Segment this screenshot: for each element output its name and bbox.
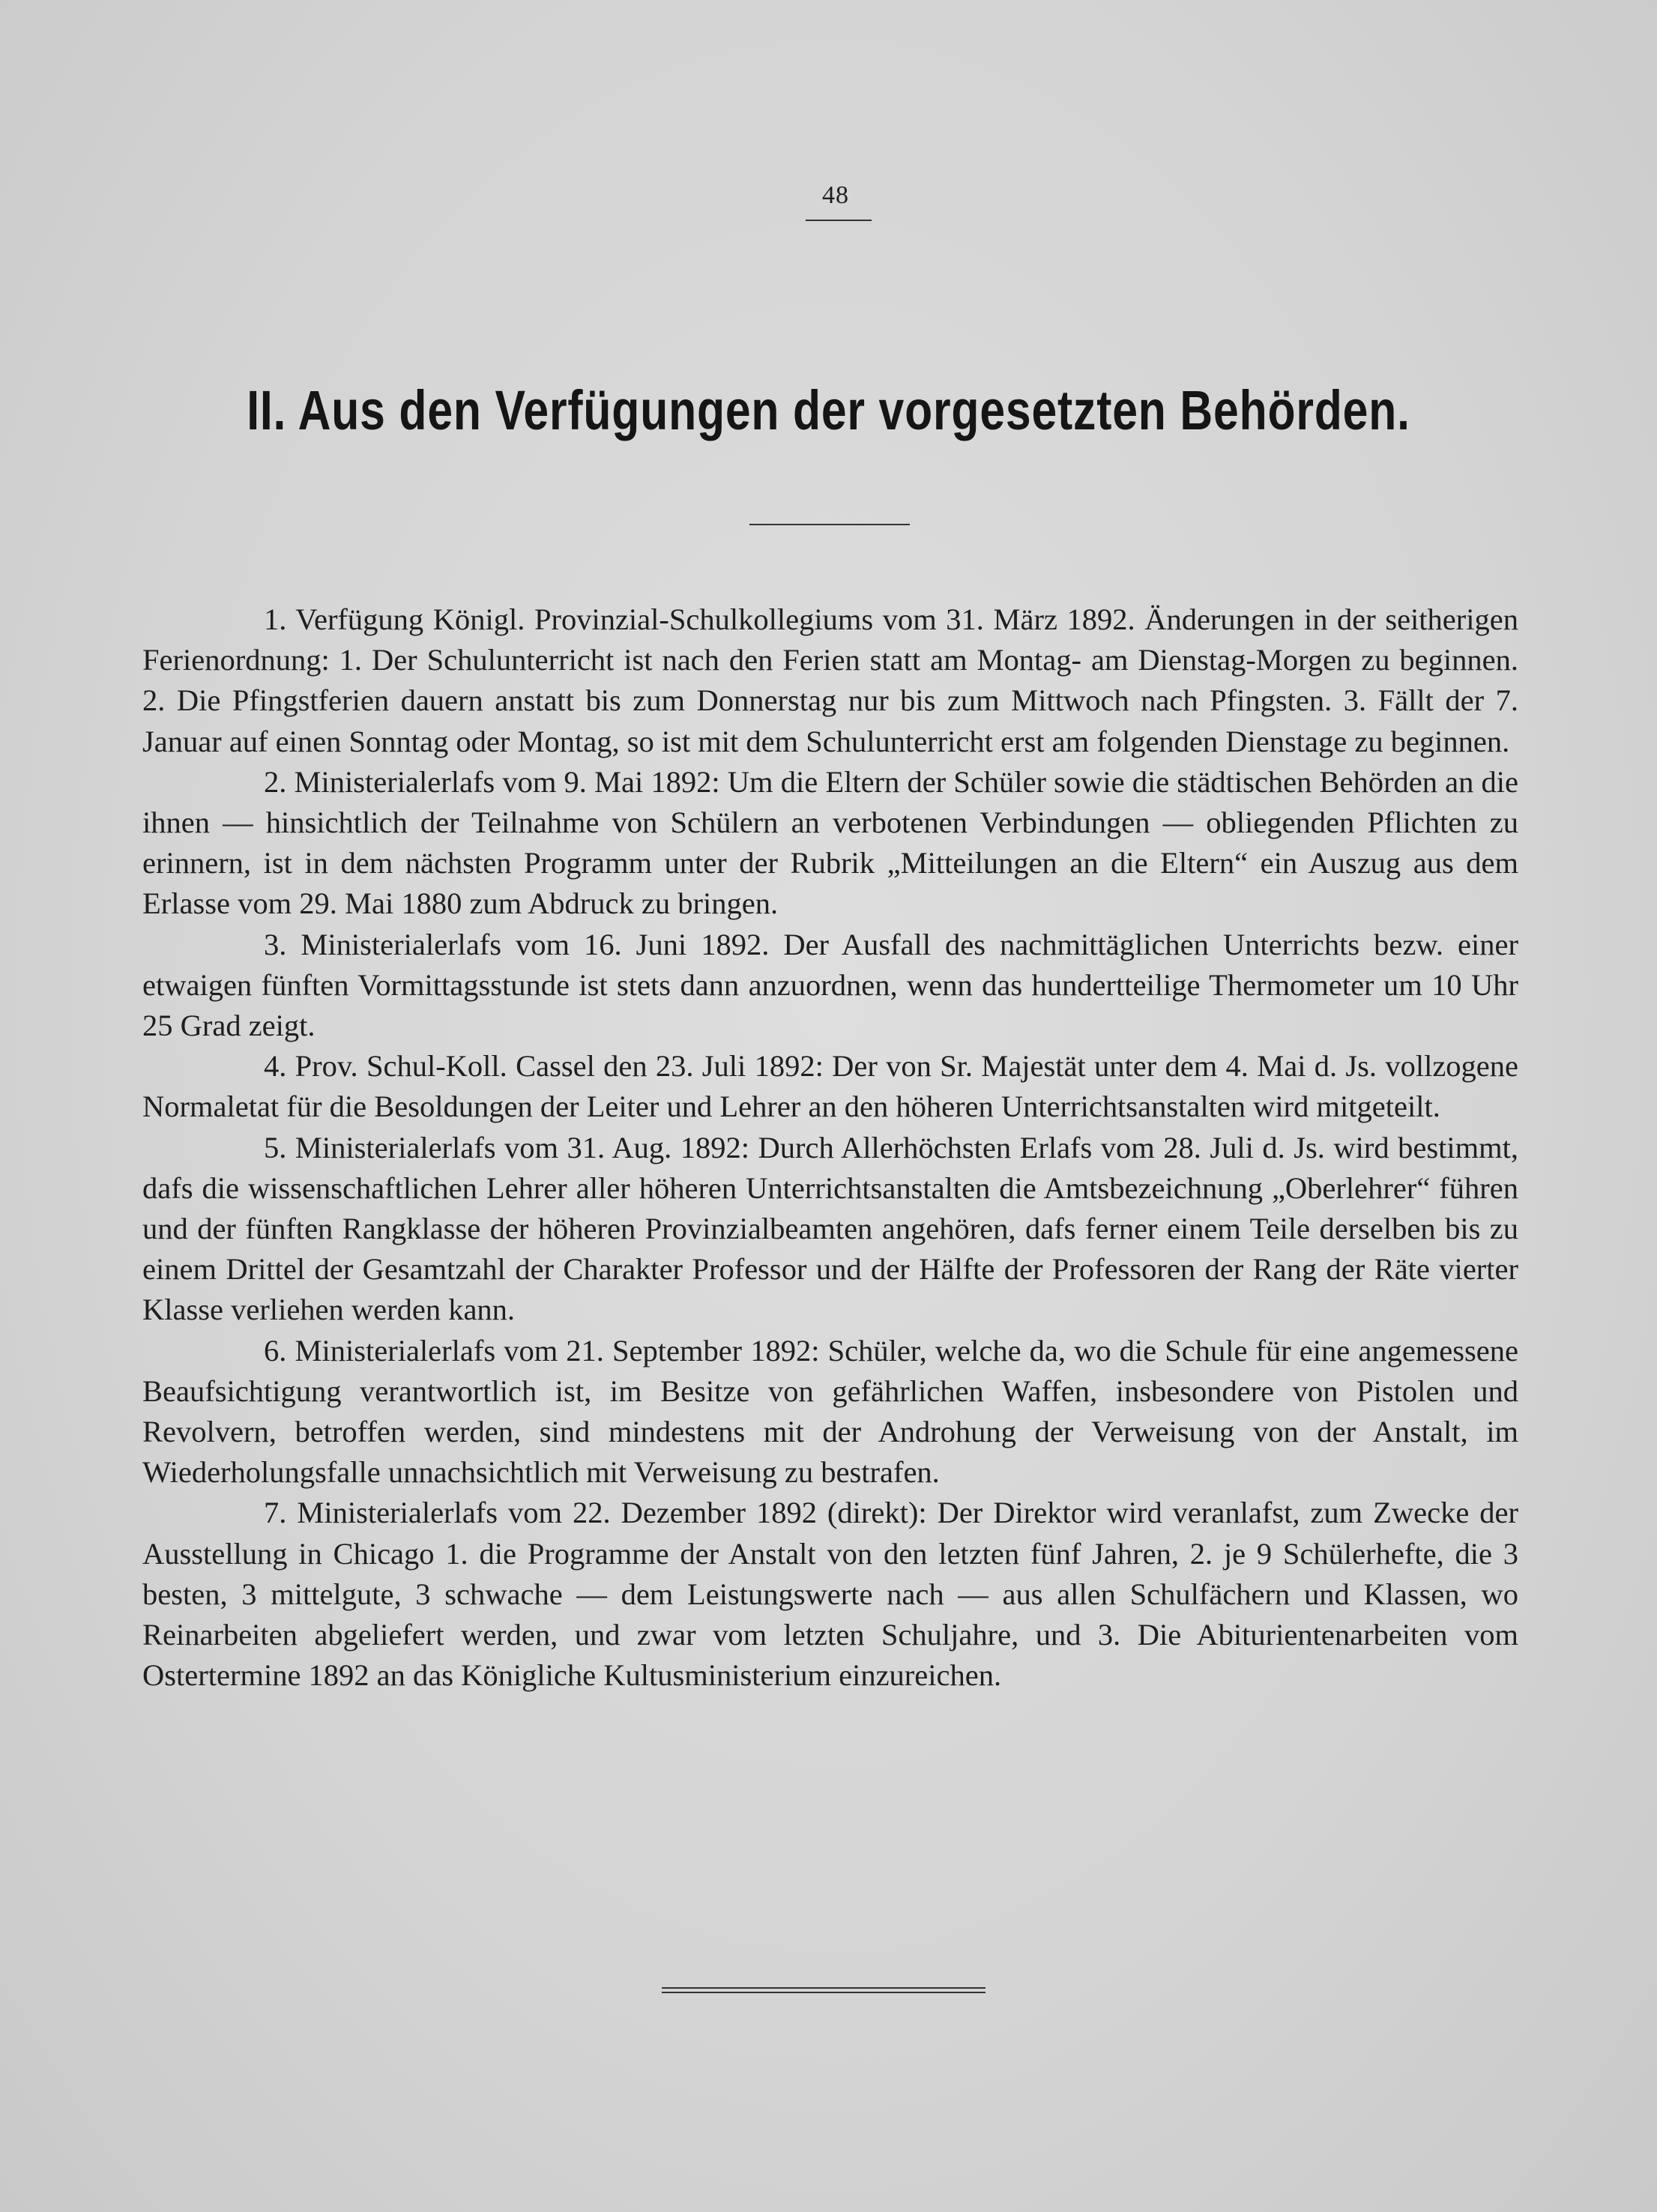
section-heading: II. Aus den Verfügungen der vorgesetzten Behörden. <box>247 379 1410 441</box>
page-number-rule <box>806 220 872 221</box>
paragraph-2: 2. Ministerialerlafs vom 9. Mai 1892: Um die Eltern der Schüler sowie die städtischen Behörden an die ihnen — hinsichtlich der Teilnahme von Schülern an verbotenen Verbindungen — obliegenden Pflichten zu erinnern, ist in dem nächsten Programm unter der Rubrik „Mitteilungen an die Eltern“ ein Auszug aus dem Erlasse vom 29. Mai 1880 zum Abdruck zu bringen. <box>142 764 1518 921</box>
body-text <box>142 599 1518 1696</box>
paragraph-6: 6. Ministerialerlafs vom 21. September 1892: Schüler, welche da, wo die Schule für eine angemessene Beaufsichtigung verantwortlich ist, im Besitze von gefährlichen Waffen, insbesondere von Pistolen und Revolvern, betroffen werden, sind mindestens mit der Androhung der Verweisung von der Anstalt, im Wiederholungsfalle unnachsichtlich mit Verweisung zu bestrafen. <box>142 1333 1518 1490</box>
paragraph-1: 1. Verfügung Königl. Provinzial-Schulkollegiums vom 31. März 1892. Änderungen in der seitherigen Ferienordnung: 1. Der Schulunterricht ist nach den Ferien statt am Montag- am Dienstag-Morgen zu beginnen. 2. Die Pfingstferien dauern anstatt bis zum Donnerstag nur bis zum Mittwoch nach Pfingsten. 3. Fällt der 7. Januar auf einen Sonntag oder Montag, so ist mit dem Schulunterricht erst am folgenden Dienstage zu beginnen. <box>142 602 1518 758</box>
heading-divider <box>749 524 910 525</box>
end-divider-bottom <box>662 1992 986 1993</box>
paragraph-3: 3. Ministerialerlafs vom 16. Juni 1892. Der Ausfall des nachmittäglichen Unterrichts bezw. einer etwaigen fünften Vormittagsstunde ist stets dann anzuordnen, wenn das hundertteilige Thermometer um 10 Uhr 25 Grad zeigt. <box>142 927 1518 1043</box>
page-number: 48 <box>822 181 849 209</box>
end-divider-top <box>662 1987 986 1989</box>
paragraph-7: 7. Ministerialerlafs vom 22. Dezember 1892 (direkt): Der Direktor wird veranlafst, zum Zwecke der Ausstellung in Chicago 1. die Programme der Anstalt von den letzten fünf Jahren, 2. je 9 Schülerhefte, die 3 besten, 3 mittelgute, 3 schwache — dem Leistungswerte nach — aus allen Schulfächern und Klassen, wo Reinarbeiten abgeliefert werden, und zwar vom letzten Schuljahre, und 3. Die Abiturientenarbeiten vom Ostertermine 1892 an das Königliche Kultusministerium einzureichen. <box>142 1496 1518 1693</box>
paragraph-5: 5. Ministerialerlafs vom 31. Aug. 1892: Durch Allerhöchsten Erlafs vom 28. Juli d. Js. wird bestimmt, dafs die wissenschaftlichen Lehrer aller höheren Unterrichtsanstalten die Amtsbezeichnung „Oberlehrer“ führen und der fünften Rangklasse der höheren Provinzialbeamten angehören, dafs ferner einem Teile derselben bis zu einem Drittel der Gesamtzahl der Charakter Professor und der Hälfte der Professoren der Rang der Räte vierter Klasse verliehen werden kann. <box>142 1130 1518 1327</box>
paragraph-4: 4. Prov. Schul-Koll. Cassel den 23. Juli 1892: Der von Sr. Majestät unter dem 4. Mai d. Js. vollzogene Normaletat für die Besoldungen der Leiter und Lehrer an den höheren Unterrichtsanstalten wird mitgeteilt. <box>142 1049 1518 1124</box>
